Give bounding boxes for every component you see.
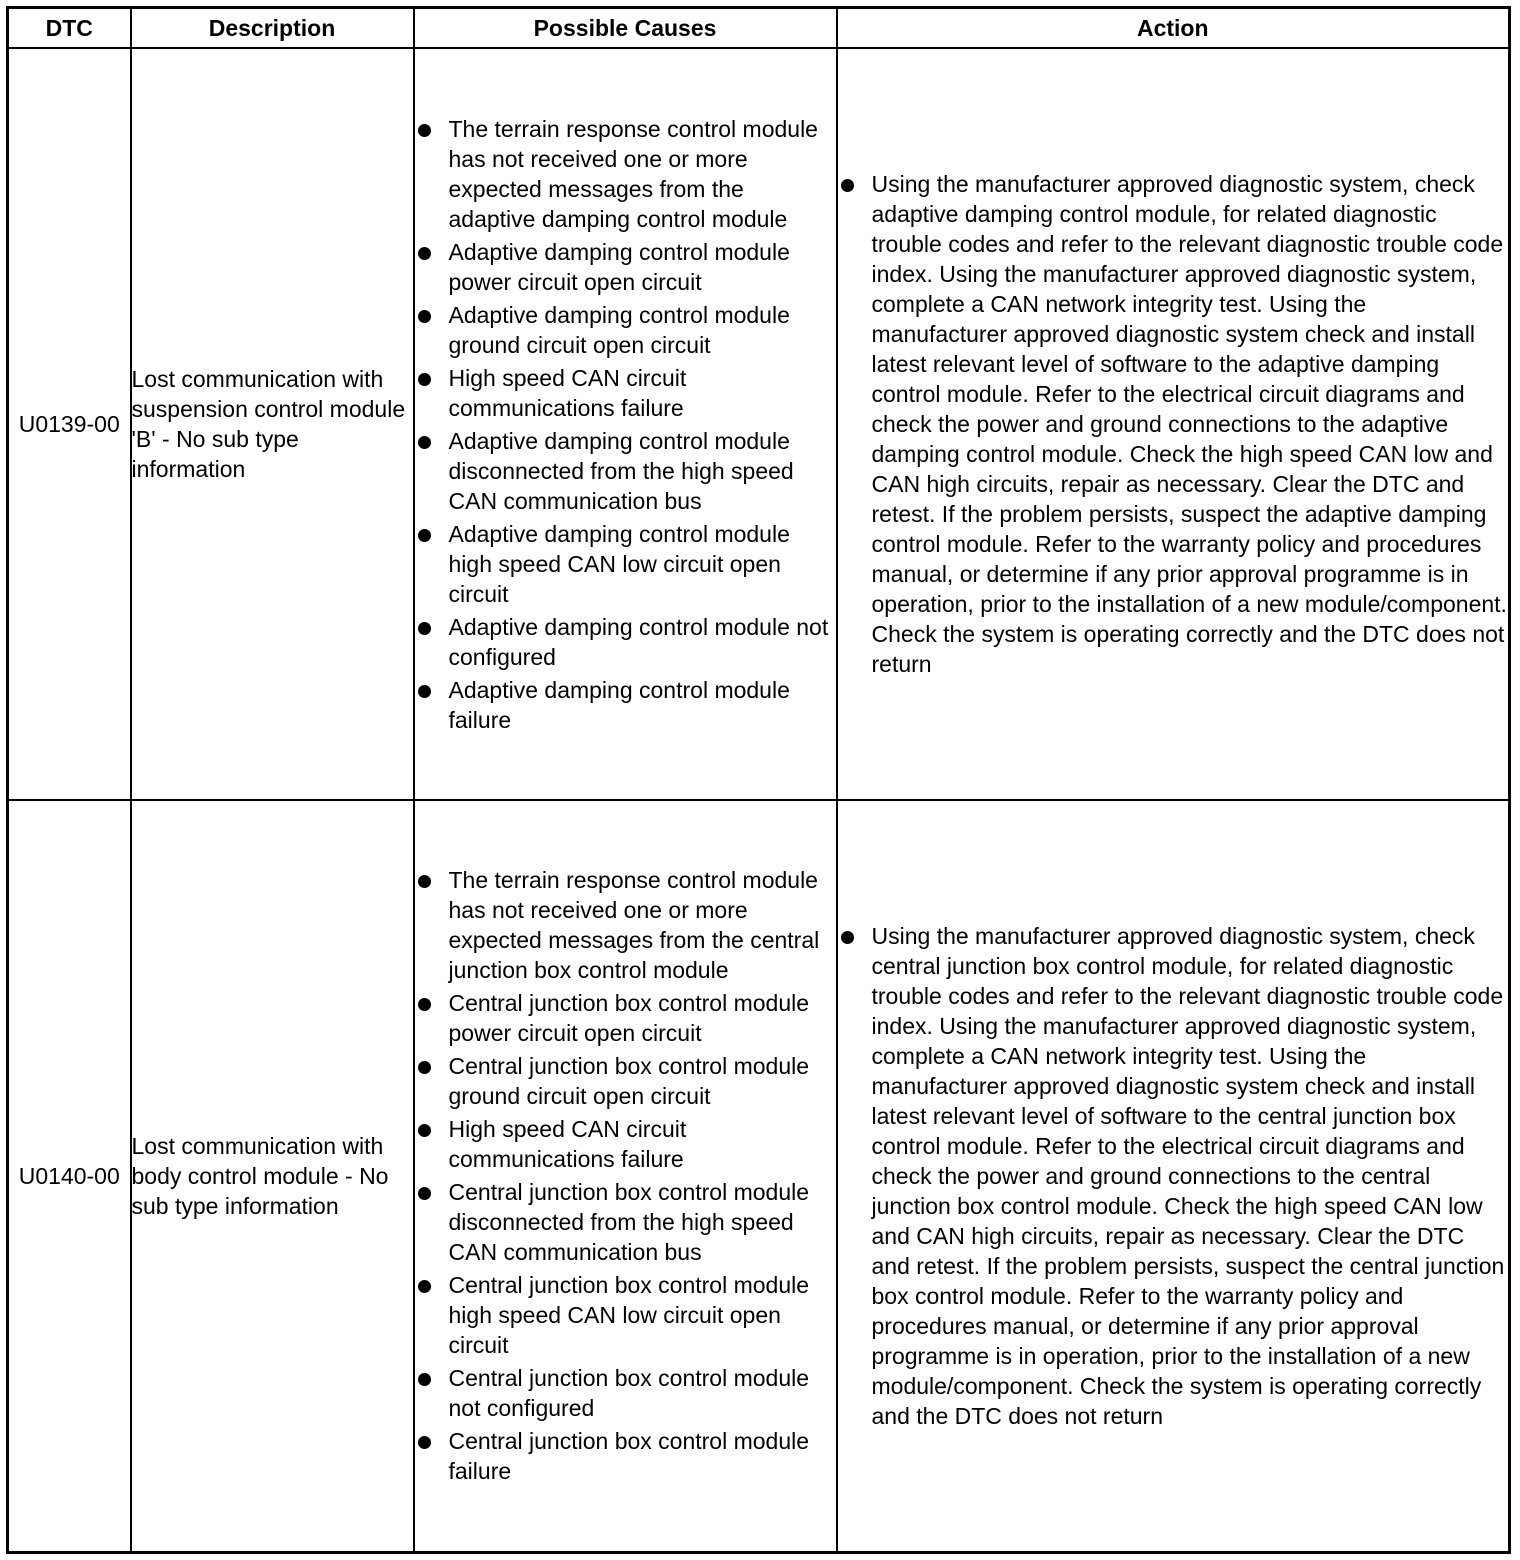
bullet-icon: [418, 247, 431, 260]
cause-item: The terrain response control module has not received one or more expected messages from the adaptive damping control module: [415, 114, 836, 234]
table-row: [8, 800, 1510, 1552]
possible-causes-list: [415, 865, 836, 1486]
bullet-icon: [418, 310, 431, 323]
cause-item: Central junction box control module ground circuit open circuit: [415, 1051, 836, 1111]
action-item: Using the manufacturer approved diagnostic system, check central junction box control module, for related diagnostic trouble codes and refer to the relevant diagnostic trouble code index. Using the manufacturer approved diagnostic system, complete a CAN network integrity test. Using the manufacturer approved diagnostic system check and install latest relevant level of software to the central junction box control module. Refer to the electrical circuit diagrams and check the power and ground connections to the central junction box control module. Check the high speed CAN low and CAN high circuits, repair as necessary. Clear the DTC and retest. If the problem persists, suspect the central junction box control module. Refer to the warranty policy and procedures manual, or determine if any prior approval programme is in operation, prior to the installation of a new module/component. Check the system is operating correctly and the DTC does not return: [838, 921, 1509, 1431]
header-possible-causes: Possible Causes: [414, 8, 837, 49]
bullet-icon: [841, 179, 854, 192]
action-cell: [837, 48, 1510, 800]
bullet-icon: [418, 124, 431, 137]
bullet-icon: [418, 622, 431, 635]
action-cell: [837, 800, 1510, 1552]
cause-item: Central junction box control module high speed CAN low circuit open circuit: [415, 1270, 836, 1360]
bullet-icon: [418, 685, 431, 698]
header-dtc: DTC: [8, 8, 131, 49]
bullet-icon: [841, 931, 854, 944]
cause-item: Adaptive damping control module power circuit open circuit: [415, 237, 836, 297]
action-list: [838, 169, 1509, 679]
possible-causes-list: [415, 114, 836, 735]
dtc-code: U0140-00: [8, 800, 131, 1552]
possible-causes-cell: [414, 800, 837, 1552]
cause-item: Adaptive damping control module ground circuit open circuit: [415, 300, 836, 360]
dtc-table: [6, 6, 1511, 1554]
bullet-icon: [418, 373, 431, 386]
bullet-icon: [418, 1436, 431, 1449]
cause-item: Adaptive damping control module disconnected from the high speed CAN communication bus: [415, 426, 836, 516]
bullet-icon: [418, 998, 431, 1011]
header-action: Action: [837, 8, 1510, 49]
cause-item: Adaptive damping control module high speed CAN low circuit open circuit: [415, 519, 836, 609]
cause-item: Central junction box control module not configured: [415, 1363, 836, 1423]
possible-causes-cell: [414, 48, 837, 800]
dtc-description: Lost communication with suspension control module 'B' - No sub type information: [131, 48, 414, 800]
bullet-icon: [418, 529, 431, 542]
action-list: [838, 921, 1509, 1431]
bullet-icon: [418, 1187, 431, 1200]
cause-item: Central junction box control module disconnected from the high speed CAN communication bus: [415, 1177, 836, 1267]
dtc-description: Lost communication with body control module - No sub type information: [131, 800, 414, 1552]
bullet-icon: [418, 436, 431, 449]
header-row: [8, 8, 1510, 49]
dtc-code: U0139-00: [8, 48, 131, 800]
cause-item: The terrain response control module has not received one or more expected messages from the central junction box control module: [415, 865, 836, 985]
cause-item: High speed CAN circuit communications failure: [415, 363, 836, 423]
action-item: Using the manufacturer approved diagnostic system, check adaptive damping control module, for related diagnostic trouble codes and refer to the relevant diagnostic trouble code index. Using the manufacturer approved diagnostic system, complete a CAN network integrity test. Using the manufacturer approved diagnostic system check and install latest relevant level of software to the adaptive damping control module. Refer to the electrical circuit diagrams and check the power and ground connections to the adaptive damping control module. Check the high speed CAN low and CAN high circuits, repair as necessary. Clear the DTC and retest. If the problem persists, suspect the adaptive damping control module. Refer to the warranty policy and procedures manual, or determine if any prior approval programme is in operation, prior to the installation of a new module/component. Check the system is operating correctly and the DTC does not return: [838, 169, 1509, 679]
bullet-icon: [418, 1280, 431, 1293]
cause-item: High speed CAN circuit communications failure: [415, 1114, 836, 1174]
bullet-icon: [418, 875, 431, 888]
cause-item: Central junction box control module failure: [415, 1426, 836, 1486]
bullet-icon: [418, 1373, 431, 1386]
table-row: [8, 48, 1510, 800]
cause-item: Adaptive damping control module not configured: [415, 612, 836, 672]
cause-item: Central junction box control module power circuit open circuit: [415, 988, 836, 1048]
header-description: Description: [131, 8, 414, 49]
cause-item: Adaptive damping control module failure: [415, 675, 836, 735]
bullet-icon: [418, 1061, 431, 1074]
bullet-icon: [418, 1124, 431, 1137]
